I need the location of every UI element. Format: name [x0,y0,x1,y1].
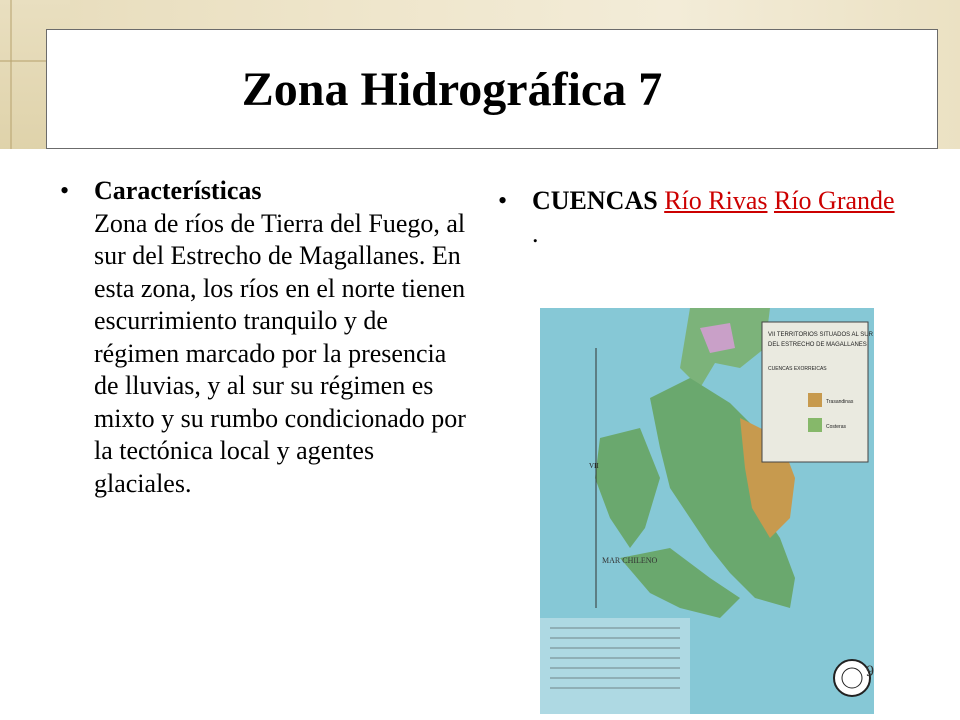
legend-item-costeras: Costeras [826,424,847,430]
legend-title-2: DEL ESTRECHO DE MAGALLANES [768,342,867,348]
legend-subtitle: CUENCAS EXORREICAS [768,366,827,372]
legend-swatch-trasandinas [808,393,822,407]
sea-label: MAR CHILENO [602,556,658,565]
cuencas-section [498,185,898,250]
link-rio-grande[interactable]: Río Grande [773,186,895,215]
zone-label: VII [589,462,599,470]
land-islands-west [595,428,660,548]
characteristics-heading: Características [94,176,262,205]
official-seal-icon [834,660,870,696]
characteristics-text: Zona de ríos de Tierra del Fuego, al sur del Estrecho de Magallanes. En esta zona, los ríos en el norte tienen escurrimiento tranquilo y de régimen marcado por la presencia de lluvias, y al sur su régimen es mixto y su rumbo condicionado por la tectónica local y agentes glaciales. [94,208,466,498]
link-rio-rivas[interactable]: Río Rivas [664,186,768,215]
map-note-area [540,618,690,714]
bullet-icon: • [60,176,70,205]
cuencas-heading: CUENCAS [532,186,658,215]
page-title: Zona Hidrográfica 7 [241,62,663,116]
legend-swatch-costeras [808,418,822,432]
bullet-icon: • [498,186,508,215]
legend-title: VII TERRITORIOS SITUADOS AL SUR [768,332,873,338]
legend-item-trasandinas: Trasandinas [826,399,854,405]
characteristics-section [60,175,470,500]
map-drawing [540,308,874,714]
page-number: 9 [866,663,874,680]
cuencas-suffix: . [532,218,539,248]
region-map-image [540,308,874,714]
title-box [46,29,938,149]
